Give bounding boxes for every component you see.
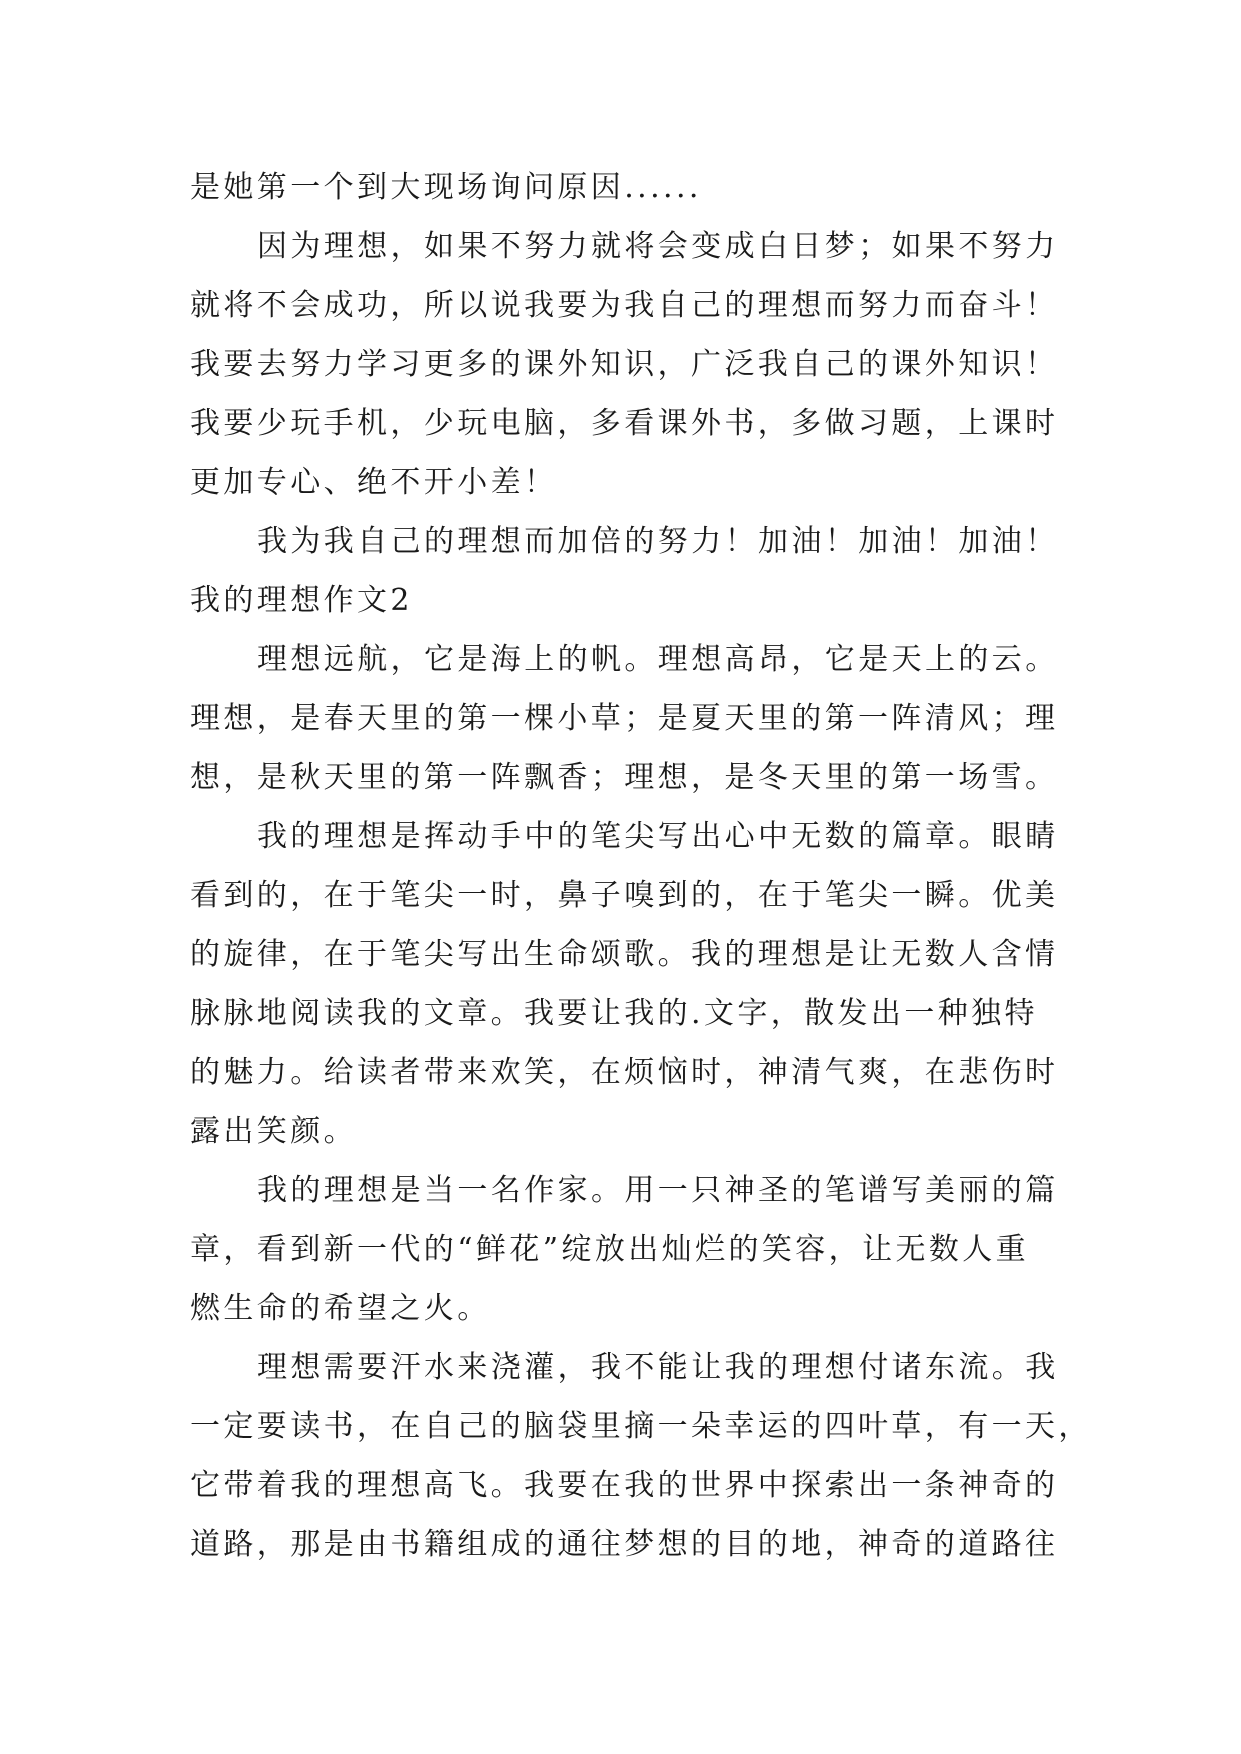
text-line: 道路，那是由书籍组成的通往梦想的目的地，神奇的道路往 [190,1527,1059,1562]
text-line: 一定要读书，在自己的脑袋里摘一朵幸运的四叶草，有一天， [190,1409,1092,1444]
text-line: 它带着我的理想高飞。我要在我的世界中探索出一条神奇的 [190,1468,1059,1503]
text-line: 章，看到新一代的“鲜花”绽放出灿烂的笑容，让无数人重 [190,1232,1030,1267]
paragraph-first-line: 我的理想是挥动手中的笔尖写出心中无数的篇章。眼睛 [257,819,1059,854]
section-title: 我的理想作文2 [190,583,413,618]
text-line: 想，是秋天里的第一阵飘香；理想，是冬天里的第一场雪。 [190,760,1059,795]
text-line: 的魅力。给读者带来欢笑，在烦恼时，神清气爽，在悲伤时 [190,1055,1059,1090]
text-line: 更加专心、绝不开小差！ [190,465,558,500]
text-line: 是她第一个到大现场询问原因...... [190,170,702,205]
text-line: 脉脉地阅读我的文章。我要让我的.文字，散发出一种独特 [190,996,1038,1031]
paragraph-first-line: 理想需要汗水来浇灌，我不能让我的理想付诸东流。我 [257,1350,1059,1385]
text-line: 露出笑颜。 [190,1114,357,1149]
paragraph-first-line: 理想远航，它是海上的帆。理想高昂，它是天上的云。 [257,642,1059,677]
document-body [190,158,1092,1574]
text-line: 我要去努力学习更多的课外知识，广泛我自己的课外知识！ [190,347,1059,382]
paragraph-first-line: 我为我自己的理想而加倍的努力！加油！加油！加油！ [257,524,1059,559]
text-line: 的旋律，在于笔尖写出生命颂歌。我的理想是让无数人含情 [190,937,1059,972]
text-line: 燃生命的希望之火。 [190,1291,491,1326]
text-line: 就将不会成功，所以说我要为我自己的理想而努力而奋斗！ [190,288,1059,323]
paragraph-first-line: 我的理想是当一名作家。用一只神圣的笔谱写美丽的篇 [257,1173,1059,1208]
paragraph-first-line: 因为理想，如果不努力就将会变成白日梦；如果不努力 [257,229,1059,264]
text-line: 看到的，在于笔尖一时，鼻子嗅到的，在于笔尖一瞬。优美 [190,878,1059,913]
text-line: 理想，是春天里的第一棵小草；是夏天里的第一阵清风；理 [190,701,1059,736]
text-line: 我要少玩手机，少玩电脑，多看课外书，多做习题，上课时 [190,406,1059,441]
